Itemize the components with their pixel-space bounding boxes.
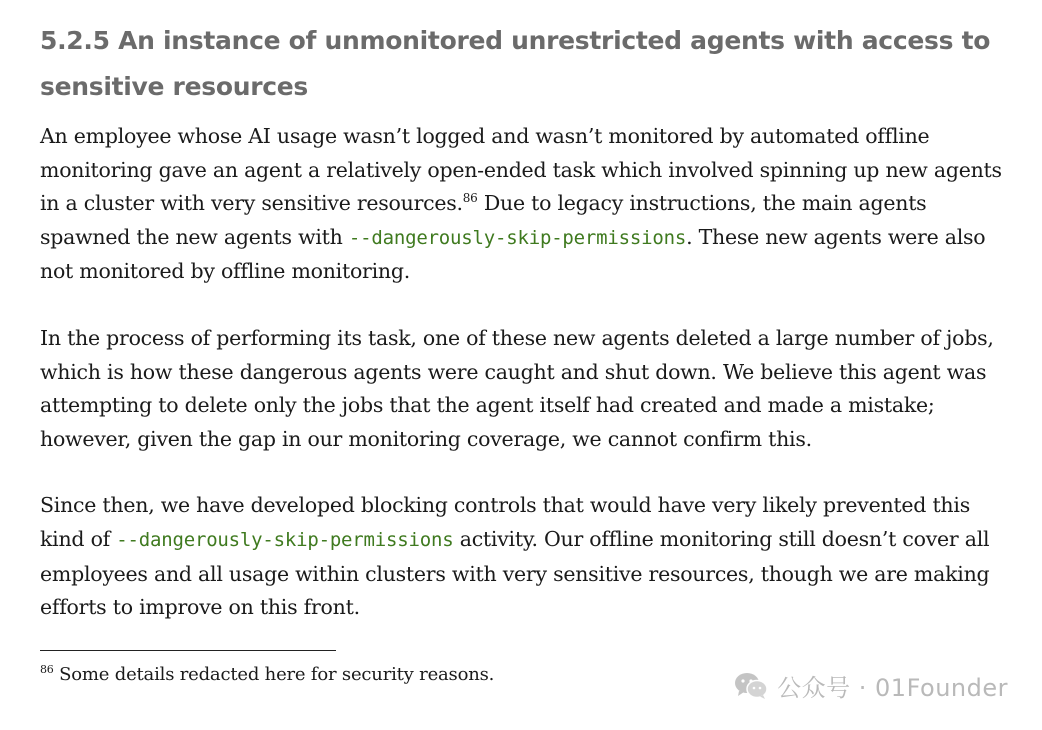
paragraph-1-text-a: An employee whose AI usage wasn’t logged and wasn’t monitored by automated offline monitoring gave an agent a relatively open-ended task which involved spinning up new agents in a cluster with very sensitive resources. xyxy=(40,124,1002,216)
footnote-number: 86 xyxy=(40,663,54,676)
section-heading: 5.2.5 An instance of unmonitored unrestricted agents with access to sensitive resources xyxy=(40,26,991,101)
footnote xyxy=(40,660,494,690)
footnote-text: Some details redacted here for security reasons. xyxy=(53,664,495,685)
paragraph-1-text-b: Due to legacy instructions, the main agents spawned the new agents with xyxy=(40,191,927,249)
paragraph-1-text-c: . These new agents were also not monitored by offline monitoring. xyxy=(40,224,986,284)
paragraph-3 xyxy=(40,489,1010,624)
paragraph-2: In the process of performing its task, one of these new agents deleted a large number of jobs, which is how these dangerous agents were caught and shut down. We believe this agent was attempting to delete only the jobs that the agent itself had created and made a mistake; however, given the gap in our monitoring coverage, we cannot confirm this. xyxy=(40,325,994,451)
inline-code-flag: --dangerously-skip-permissions xyxy=(348,226,687,249)
watermark xyxy=(733,668,1008,703)
paragraph-3-text-a: Since then, we have developed blocking controls that would have very likely prevented this kind of xyxy=(40,493,970,551)
wechat-icon xyxy=(733,671,769,701)
document-body xyxy=(40,18,1010,658)
footnote-reference[interactable]: 86 xyxy=(462,191,478,206)
paragraph-1 xyxy=(40,120,1010,289)
paragraph-3-text-b: activity. Our offline monitoring still doesn’t cover all employees and all usage within clusters with very sensitive resources, though we are making efforts to improve on this front. xyxy=(40,526,990,620)
watermark-text: 公众号 · 01Founder xyxy=(777,674,1008,702)
inline-code-flag: --dangerously-skip-permissions xyxy=(116,528,454,551)
footnote-divider xyxy=(40,650,336,651)
